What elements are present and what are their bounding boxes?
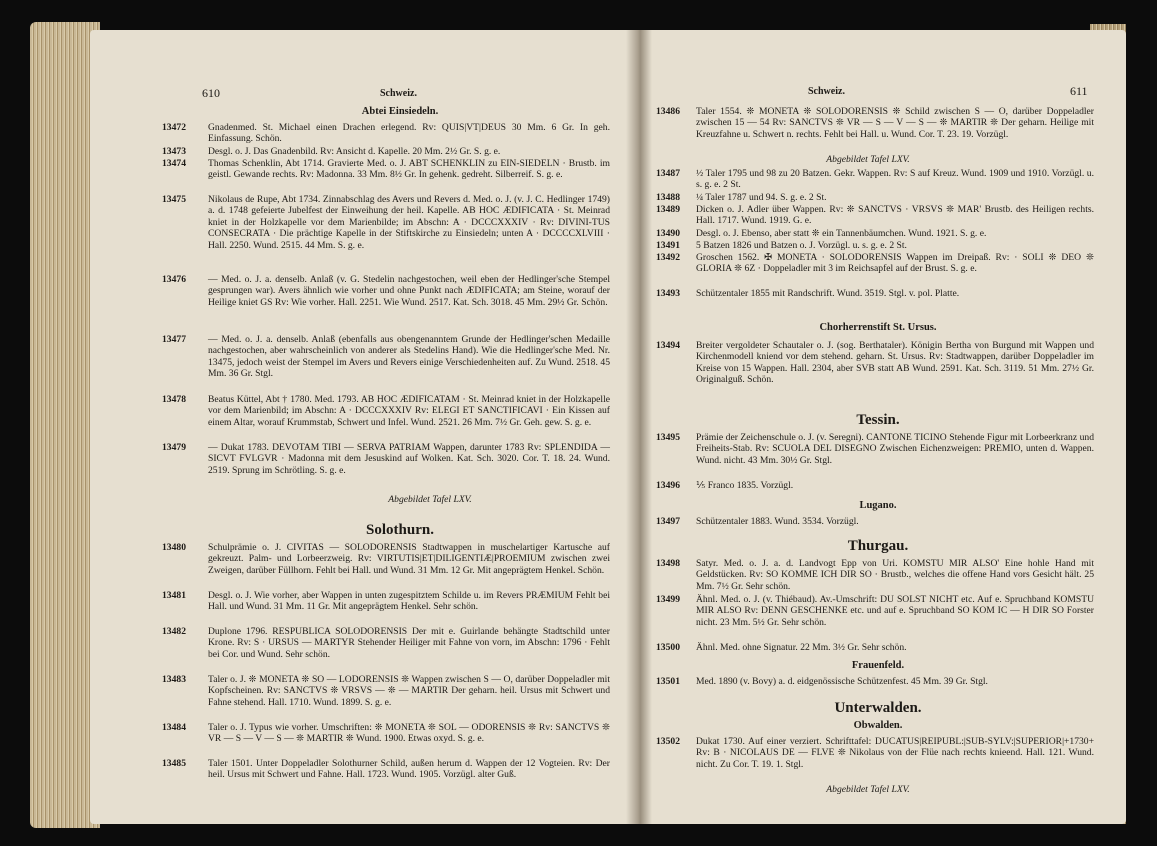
catalog-entry (656, 228, 1096, 240)
entry-number: 13487 (656, 168, 680, 179)
catalog-entry (162, 122, 612, 144)
catalog-entry (162, 274, 612, 332)
entries-block (162, 542, 612, 812)
catalog-entry (656, 340, 1096, 398)
entry-number: 13491 (656, 240, 680, 251)
entry-number: 13475 (162, 194, 186, 205)
section-heading: Frauenfeld. (851, 660, 905, 671)
entry-text: ¼ Taler 1787 und 94. S. g. e. 2 St. (696, 192, 827, 203)
figure-caption: Abgebildet Tafel LXV. (826, 784, 910, 795)
entry-number: 13499 (656, 594, 680, 605)
entry-number: 13484 (162, 722, 186, 733)
entry-number: 13498 (656, 558, 680, 569)
page-number: 610 (202, 86, 220, 100)
entry-text: — Med. o. J. a. denselb. Anlaß (ebenfalls aus obengenanntem Grunde der Hedlinger'schen Medaille nachgestochen, aber wahrscheinlich von anderer als Stedelins Hand). Wie die Hedlinger'sche Med. Nr. 13475, jedoch weist der Stempel im Avers und Revers einige Verschiedenheiten auf. Zu Wund. 2518. 45 Mm. 36 Gr. Stgl. (208, 334, 610, 380)
catalog-entry (162, 674, 612, 720)
entry-text: Ähnl. Med. ohne Signatur. 22 Mm. 3½ Gr. Sehr schön. (696, 642, 907, 653)
catalog-entry (656, 204, 1096, 226)
entry-number: 13482 (162, 626, 186, 637)
entry-text: Groschen 1562. ✠ MONETA · SOLODORENSIS Wappen im Dreipaß. Rv: · SOLI ❊ DEO ❊ GLORIA ❊ 6Z · Doppeladler mit 3 im Reichsapfel auf der Brust. S. g. e. (696, 252, 1094, 275)
subsection-heading: Obwalden. (853, 720, 903, 731)
entry-number: 13494 (656, 340, 680, 351)
entry-text: Ähnl. Med. o. J. (v. Thiébaud). Av.-Umschrift: DU SOLST NICHT etc. Auf e. Spruchband KOMSTU MIR ALSO Rv: DENN GESCHENKE etc. und auf e. Spruchband SO KOM IC — H DIR SO Forster nicht. 23 Mm. 5½ Gr. Sehr schön. (696, 594, 1094, 628)
catalog-entry (162, 334, 612, 392)
book-gutter (626, 30, 652, 824)
entries-block (656, 558, 1096, 654)
entries-block (656, 736, 1096, 784)
catalog-entry (162, 758, 612, 792)
open-book (30, 22, 1126, 828)
entry-number: 13480 (162, 542, 186, 553)
catalog-entry (656, 252, 1096, 286)
entry-number: 13481 (162, 590, 186, 601)
catalog-entry (162, 722, 612, 756)
catalog-entry (162, 146, 612, 158)
entry-number: 13488 (656, 192, 680, 203)
entry-text: ⅕ Franco 1835. Vorzügl. (696, 480, 794, 491)
catalog-entry (162, 542, 612, 588)
catalog-entry (162, 158, 612, 192)
right-page (638, 30, 1126, 824)
entry-text: Taler o. J. Typus wie vorher. Umschriften: ❊ MONETA ❊ SOL — ODORENSIS ❊ Rv: SANCTVS ❊ VR — S — V — S — ❊ MARTIR ❊ Wund. 1900. Etwas oxyd. S. g. e. (208, 722, 610, 745)
figure-caption: Abgebildet Tafel LXV. (826, 154, 910, 165)
catalog-entry (656, 516, 1096, 528)
entry-text: ½ Taler 1795 und 98 zu 20 Batzen. Gekr. Wappen. Rv: S auf Kreuz. Wund. 1909 und 1910. Vorzügl. u. s. g. e. 2 St. (696, 168, 1094, 191)
section-heading: Abtei Einsiedeln. (361, 106, 439, 117)
entry-number: 13477 (162, 334, 186, 345)
section-heading: Chorherrenstift St. Ursus. (819, 322, 937, 333)
entry-number: 13495 (656, 432, 680, 443)
catalog-entry (162, 590, 612, 624)
entry-number: 13474 (162, 158, 186, 169)
catalog-entry (656, 432, 1096, 478)
entry-number: 13485 (162, 758, 186, 769)
entries-block (656, 516, 1096, 530)
entry-number: 13479 (162, 442, 186, 453)
entry-text: Desgl. o. J. Das Gnadenbild. Rv: Ansicht d. Kapelle. 20 Mm. 2½ Gr. S. g. e. (208, 146, 501, 157)
entry-text: Satyr. Med. o. J. a. d. Landvogt Epp von Uri. KOMSTU MIR ALSO' Eine hohle Hand mit Geldstücken. Rv: SO KOMME ICH DIR SO · Brustb., welches die offene Hand vors Gesicht hält. 25 Mm. 7½ Gr. Sehr schön. (696, 558, 1094, 592)
catalog-entry (656, 106, 1096, 152)
running-head: Schweiz. (808, 86, 845, 97)
entry-number: 13478 (162, 394, 186, 405)
catalog-entry (656, 676, 1096, 688)
entry-number: 13497 (656, 516, 680, 527)
entry-number: 13483 (162, 674, 186, 685)
entry-text: Taler 1554. ❊ MONETA ❊ SOLODORENSIS ❊ Schild zwischen S — O, darüber Doppeladler zwischen 15 — 54 Rv: SANCTVS ❊ VR — S — V — S — ❊ MARTIR ❊ Der geharn. Heilige mit Kreuzfahne u. Schwert n. rechts. Fehlt bei Hall. u. Wund. Cor. T. 23. 19. Vorzügl. (696, 106, 1094, 140)
catalog-entry (656, 642, 1096, 654)
entry-number: 13473 (162, 146, 186, 157)
entry-text: Med. 1890 (v. Bovy) a. d. eidgenössische Schützenfest. 45 Mm. 39 Gr. Stgl. (696, 676, 988, 687)
entry-text: Breiter vergoldeter Schautaler o. J. (sog. Berthataler). Königin Bertha von Burgund mit Wappen und Kirchenmodell kniend vor dem stehend. geharn. St. Ursus. Rv: Stadtwappen, darüber Doppeladler im Kreise von 15 Wappen. Hall. 2304, aber SVB statt AB Wund. 2591. Kat. Sch. 3119. 51 Mm. 27½ Gr. Originalguß. Schön. (696, 340, 1094, 386)
entry-text: Taler o. J. ❊ MONETA ❊ SO — LODORENSIS ❊ Wappen zwischen S — O, darüber Doppeladler mit Kopfscheinen. Rv: SANCTVS ❊ VRSVS — ❊ — MARTIR Der geharn. heil. Ursus mit Schwert und Fahne stehend. Hall. 1710. Wund. 1899. S. g. e. (208, 674, 610, 708)
catalog-entry (656, 192, 1096, 204)
left-page (90, 30, 638, 824)
catalog-entry (162, 626, 612, 672)
entry-number: 13493 (656, 288, 680, 299)
catalog-entry (656, 480, 1096, 492)
entry-text: — Med. o. J. a. denselb. Anlaß (v. G. Stedelin nachgestochen, weil eben der Hedlinger'sche Stempel gesprungen war). Avers ähnlich wie vorher und ohne Punkt nach ÆDIFICATA; am Steine, worauf der Heilige kniet GS Rv: Wie vorher. Hall. 2251. Wie Wund. 2517. Kat. Sch. 3018. 45 Mm. 29½ Gr. Schön. (208, 274, 610, 308)
catalog-entry (162, 394, 612, 440)
entry-number: 13472 (162, 122, 186, 133)
entry-text: 5 Batzen 1826 und Batzen o. J. Vorzügl. u. s. g. e. 2 St. (696, 240, 907, 251)
entries-block (656, 340, 1096, 400)
entry-text: Desgl. o. J. Wie vorher, aber Wappen in unten zugespitztem Schilde u. im Revers PRÆMIUM Fehlt bei Hall. und Wund. 31 Mm. 11 Gr. Mit angeprägtem Henkel. Sehr schön. (208, 590, 610, 613)
entry-text: Nikolaus de Rupe, Abt 1734. Zinnabschlag des Avers und Revers d. Med. o. J. (v. J. C. Hedlinger 1749) a. d. 1748 gefeierte Jubelfest der Einweihung der heil. Kapelle. AB HOC ÆDIFICATA · St. Meinrad kniet in der Holzkapelle vor dem Marienbilde; im Abschn: A · DCCCXXXIV · Rv: DIVINI-TUS CONSECRATA · Die prächtige Kapelle in der Stiftskirche zu Einsiedeln; unten A · DCCCCXLVIII · Hall. 2250. Wund. 2515. 44 Mm. S. g. e. (208, 194, 610, 251)
catalog-entry (656, 288, 1096, 300)
entries-block (656, 676, 1096, 690)
entry-number: 13489 (656, 204, 680, 215)
entry-number: 13502 (656, 736, 680, 747)
entry-number: 13486 (656, 106, 680, 117)
entries-block (656, 106, 1096, 156)
section-heading: Unterwalden. (834, 700, 922, 716)
catalog-entry (656, 240, 1096, 252)
entry-text: Beatus Küttel, Abt † 1780. Med. 1793. AB HOC ÆDIFICATAM · St. Meinrad kniet in der Holzkapelle vor dem Marienbild; im Abschn: A · DCCCXXXIV Rv: ELEGI ET SANCTIFICAVI · Ein Kissen auf einem Altar, worauf Krummstab, Schwert und Infel. Wund. 2521. 26 Mm. 7½ Gr. Geh. gew. S. g. e. (208, 394, 610, 428)
entry-text: Taler 1501. Unter Doppeladler Solothurner Schild, außen herum d. Wappen der 12 Vogteien. Rv: Der heil. Ursus mit Schwert und Fahne. Hall. 1723. Wund. 1905. Vorzügl. alter Guß. (208, 758, 610, 781)
entry-text: Schützentaler 1883. Wund. 3534. Vorzügl. (696, 516, 859, 527)
entry-text: Schulprämie o. J. CIVITAS — SOLODORENSIS Stadtwappen in muschelartiger Kartusche auf gekreuzt. Palm- und Lorbeerzweig. Rv: VIRTUTIS|ET|DILIGENTIÆ|PROEMIUM zwischen zwei Zweigen, darüber Füllhorn. Fehlt bei Hall. und Wund. 31 Mm. 12 Gr. Mit angeprägtem Henkel. Schön. (208, 542, 610, 576)
catalog-entry (656, 594, 1096, 640)
entry-text: Prämie der Zeichenschule o. J. (v. Seregni). CANTONE TICINO Stehende Figur mit Lorbeerkranz und Freiheits-Stab. Rv: SCUOLA DEL DISEGNO Zwischen Eichenzweigen: PREMIO, unten d. Wappen. Wund. nicht. 43 Mm. 30½ Gr. Stgl. (696, 432, 1094, 466)
entry-text: Dukat 1730. Auf einer verziert. Schrifttafel: DUCATUS|REIPUBL:|SUB-SYLV:|SUPERIOR|+1730+ Rv: B · NICOLAUS DE — FLVE ❊ Nikolaus von der Flüe nach rechts knieend. Hall. 121. Wund. nicht. Zu Cor. T. 19. 1. Stgl. (696, 736, 1094, 770)
catalog-entry (656, 558, 1096, 592)
entry-number: 13476 (162, 274, 186, 285)
catalog-entry (656, 168, 1096, 190)
entry-number: 13500 (656, 642, 680, 653)
entry-number: 13492 (656, 252, 680, 263)
entry-text: Thomas Schenklin, Abt 1714. Gravierte Med. o. J. ABT SCHENKLIN zu EIN-SIEDELN · Brustb. im geistl. Gewande rechts. Rv: Madonna. 33 Mm. 8½ Gr. In gehenk. gedreht. Silberreif. S. g. e. (208, 158, 610, 181)
figure-caption: Abgebildet Tafel LXV. (388, 494, 472, 505)
entry-text: Duplone 1796. RESPUBLICA SOLODORENSIS Der mit e. Guirlande behängte Stadtschild unter Krone. Rv: S · URSUS — MARTYR Stehender Heiliger mit Fahne von vorn, im Abschn: 1796 · Fehlt bei Cor. und Wund. Sehr schön. (208, 626, 610, 660)
entry-text: Schützentaler 1855 mit Randschrift. Wund. 3519. Stgl. v. pol. Platte. (696, 288, 960, 299)
entry-text: Dicken o. J. Adler über Wappen. Rv: ❊ SANCTVS · VRSVS ❊ MAR' Brustb. des Heiligen rechts. Hall. 1717. Wund. 1919. G. e. (696, 204, 1094, 227)
entries-block (656, 168, 1096, 318)
catalog-entry (162, 442, 612, 488)
running-head: Schweiz. (380, 88, 417, 99)
page-number: 611 (1070, 84, 1088, 98)
entry-text: — Dukat 1783. DEVOTAM TIBI — SERVA PATRIAM Wappen, darunter 1783 Rv: SPLENDIDA — SICVT FVLGVR · Madonna mit dem Jesuskind auf Wolken. Kat. Sch. 3020. Cor. T. 18. 24. Wund. 2519. Sprung im Schrötling. S. g. e. (208, 442, 610, 476)
entry-number: 13496 (656, 480, 680, 491)
section-heading: Tessin. (856, 412, 900, 428)
entry-number: 13501 (656, 676, 680, 687)
entry-text: Gnadenmed. St. Michael einen Drachen erlegend. Rv: QUIS|VT|DEUS 30 Mm. 6 Gr. In geh. Einfassung. Schön. (208, 122, 610, 145)
section-heading: Solothurn. (366, 522, 434, 538)
entry-number: 13490 (656, 228, 680, 239)
catalog-entry (656, 736, 1096, 782)
section-heading: Thurgau. (847, 538, 909, 554)
entries-block (656, 432, 1096, 494)
entry-text: Desgl. o. J. Ebenso, aber statt ❊ ein Tannenbäumchen. Wund. 1921. S. g. e. (696, 228, 987, 239)
catalog-entry (162, 194, 612, 274)
section-heading: Lugano. (859, 500, 897, 511)
